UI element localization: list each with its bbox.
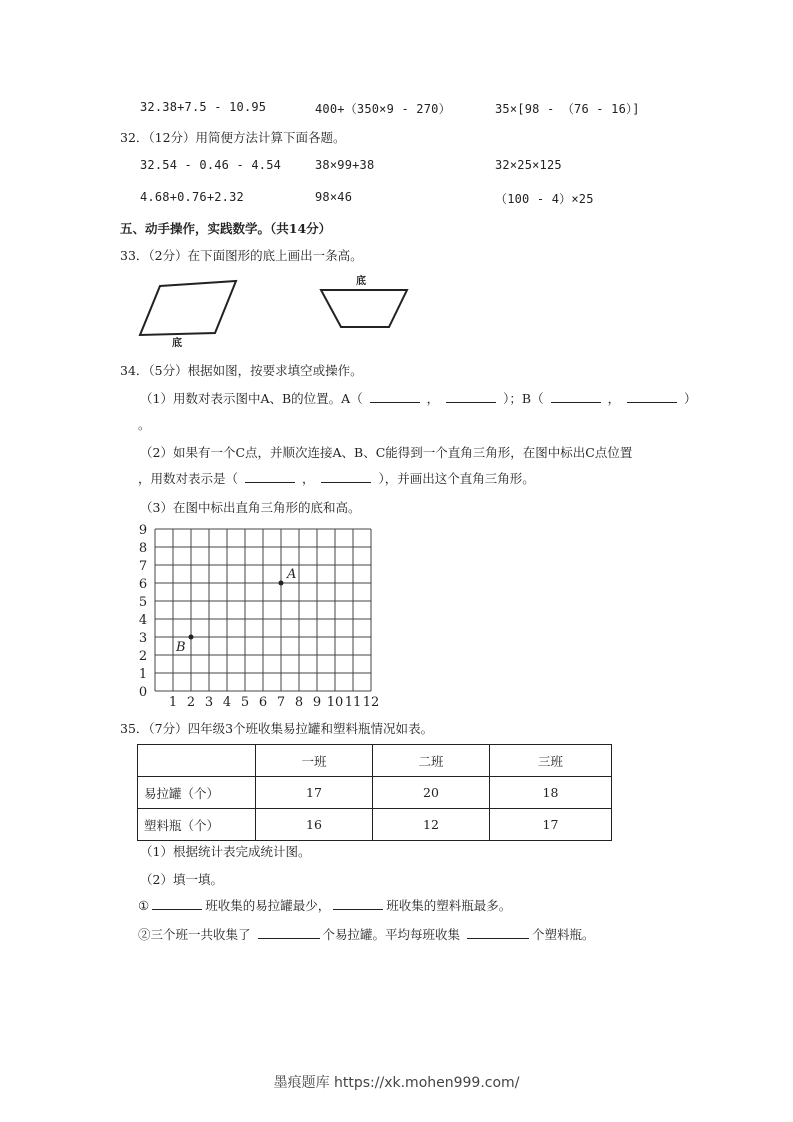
y-tick-label: 3 bbox=[138, 631, 148, 646]
x-tick-label: 8 bbox=[294, 695, 304, 710]
answer-blank[interactable] bbox=[370, 390, 420, 403]
answer-blank[interactable] bbox=[467, 926, 529, 939]
x-tick-label: 7 bbox=[276, 695, 286, 710]
y-tick-label: 0 bbox=[138, 685, 148, 700]
table-header-cell: 三班 bbox=[490, 745, 612, 777]
question-33-title: 33．（2分）在下面图形的底上画出一条高。 bbox=[120, 248, 363, 263]
x-tick-label: 1 bbox=[168, 695, 178, 710]
fill-a-prefix: ① bbox=[138, 898, 150, 913]
part1-period: 。 bbox=[138, 417, 151, 432]
question-34-part3: （3）在图中标出直角三角形的底和高。 bbox=[140, 500, 361, 515]
calc-expression: 98×46 bbox=[315, 190, 353, 204]
y-tick-label: 2 bbox=[138, 649, 148, 664]
trapezoid-base-label: 底 bbox=[356, 276, 366, 287]
fill-a-mid: 班收集的易拉罐最少， bbox=[205, 898, 331, 913]
table-header-cell: 一班 bbox=[256, 745, 373, 777]
table-cell: 20 bbox=[373, 777, 490, 809]
part1-comma: ， bbox=[607, 391, 621, 406]
table-header-cell: 二班 bbox=[373, 745, 490, 777]
calc-expression: 38×99+38 bbox=[315, 158, 375, 172]
grid-point-label: B bbox=[176, 640, 186, 655]
part1-text-a: （1）用数对表示图中A、B的位置。A（ bbox=[140, 391, 363, 406]
statistics-table bbox=[137, 744, 612, 841]
calc-expression: 4.68+0.76+2.32 bbox=[140, 190, 244, 204]
fill-b-end: 个塑料瓶。 bbox=[532, 927, 595, 942]
table-cell: 17 bbox=[256, 777, 373, 809]
table-row bbox=[138, 809, 612, 841]
grid-point-label: A bbox=[287, 567, 297, 582]
y-tick-label: 5 bbox=[138, 595, 148, 610]
question-35-part1: （1）根据统计表完成统计图。 bbox=[140, 844, 311, 859]
y-tick-label: 1 bbox=[138, 667, 148, 682]
question-35-part2: （2）填一填。 bbox=[140, 872, 223, 887]
table-row-label: 易拉罐（个） bbox=[138, 777, 256, 809]
question-35-fill-a bbox=[138, 896, 511, 914]
table-cell: 16 bbox=[256, 809, 373, 841]
question-34-part2-line2 bbox=[138, 469, 535, 487]
table-cell: 12 bbox=[373, 809, 490, 841]
calc-expression: （100 - 4）×25 bbox=[495, 192, 594, 206]
question-34-part2-line1: （2）如果有一个C点，并顺次连接A、B、C能得到一个直角三角形，在图中标出C点位置 bbox=[140, 445, 633, 460]
answer-blank[interactable] bbox=[152, 897, 202, 910]
x-tick-label: 9 bbox=[312, 695, 322, 710]
answer-blank[interactable] bbox=[627, 390, 677, 403]
fill-b-prefix: ②三个班一共收集了 bbox=[138, 927, 251, 942]
calc-expression: 32×25×125 bbox=[495, 158, 562, 172]
x-tick-label: 11 bbox=[344, 695, 362, 710]
footer-watermark: 墨痕题库 https://xk.mohen999.com/ bbox=[273, 1075, 520, 1091]
fill-b-mid: 个易拉罐。平均每班收集 bbox=[322, 927, 461, 942]
question-35-fill-b bbox=[138, 925, 595, 943]
table-row-label: 塑料瓶（个） bbox=[138, 809, 256, 841]
y-tick-label: 8 bbox=[138, 541, 148, 556]
parallelogram-base-label: 底 bbox=[172, 338, 182, 349]
x-tick-label: 6 bbox=[258, 695, 268, 710]
calc-expression: 35×[98 - （76 - 16）] bbox=[495, 102, 640, 116]
x-tick-label: 3 bbox=[204, 695, 214, 710]
calc-expression: 400+（350×9 - 270） bbox=[315, 102, 451, 116]
answer-blank[interactable] bbox=[446, 390, 496, 403]
x-tick-label: 5 bbox=[240, 695, 250, 710]
section-heading: 五、动手操作，实践数学。（共14分） bbox=[120, 221, 332, 236]
answer-blank[interactable] bbox=[245, 470, 295, 483]
answer-blank[interactable] bbox=[321, 470, 371, 483]
y-tick-label: 7 bbox=[138, 559, 148, 574]
question-32-title: 32．（12分）用简便方法计算下面各题。 bbox=[120, 130, 346, 145]
x-tick-label: 4 bbox=[222, 695, 232, 710]
question-34-title: 34．（5分）根据如图，按要求填空或操作。 bbox=[120, 363, 363, 378]
parallelogram-figure bbox=[135, 276, 245, 346]
question-34-part1 bbox=[140, 389, 697, 407]
y-tick-label: 9 bbox=[138, 523, 148, 538]
x-tick-label: 2 bbox=[186, 695, 196, 710]
fill-a-end: 班收集的塑料瓶最多。 bbox=[386, 898, 512, 913]
x-tick-label: 10 bbox=[326, 695, 344, 710]
table-row bbox=[138, 777, 612, 809]
answer-blank[interactable] bbox=[333, 897, 383, 910]
trapezoid-figure bbox=[315, 282, 415, 332]
part1-comma: ， bbox=[426, 391, 440, 406]
table-cell: 17 bbox=[490, 809, 612, 841]
grid-point bbox=[279, 581, 284, 586]
y-tick-label: 4 bbox=[138, 613, 148, 628]
grid-point bbox=[189, 635, 194, 640]
table-header-row bbox=[138, 745, 612, 777]
question-35-title: 35．（7分）四年级3个班收集易拉罐和塑料瓶情况如表。 bbox=[120, 721, 434, 736]
part1-text-mid: ）；B（ bbox=[503, 391, 544, 406]
part2-text-a: ，用数对表示是（ bbox=[138, 471, 239, 486]
x-tick-label: 12 bbox=[362, 695, 380, 710]
calc-expression: 32.38+7.5 - 10.95 bbox=[140, 100, 267, 114]
calc-expression: 32.54 - 0.46 - 4.54 bbox=[140, 158, 282, 172]
coordinate-grid bbox=[130, 520, 390, 710]
answer-blank[interactable] bbox=[551, 390, 601, 403]
answer-blank[interactable] bbox=[258, 926, 320, 939]
part1-text-end: ） bbox=[684, 391, 697, 406]
part2-text-b: ），并画出这个直角三角形。 bbox=[378, 471, 535, 486]
table-header-cell bbox=[138, 745, 256, 777]
y-tick-label: 6 bbox=[138, 577, 148, 592]
table-cell: 18 bbox=[490, 777, 612, 809]
part2-comma: ， bbox=[301, 471, 315, 486]
